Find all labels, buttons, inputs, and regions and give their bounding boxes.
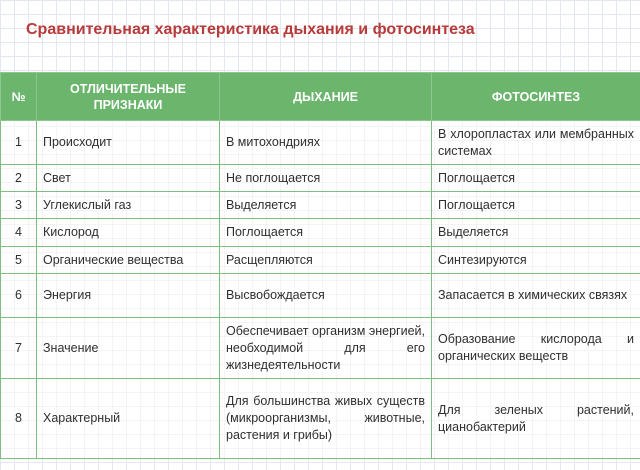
photosynthesis-cell: Поглощается <box>432 165 640 192</box>
table-row <box>1 318 640 379</box>
feature-cell: Свет <box>37 165 220 192</box>
respiration-cell: Не поглощается <box>220 165 432 192</box>
feature-cell: Органические вещества <box>37 247 220 274</box>
respiration-cell: В митохондриях <box>220 121 432 165</box>
table-row <box>1 121 640 165</box>
photosynthesis-cell: В хлоропластах или мембранных системах <box>432 121 640 165</box>
photosynthesis-cell: Для зеленых растений, цианобактерий <box>432 379 640 459</box>
feature-cell: Энергия <box>37 274 220 318</box>
page-title: Сравнительная характеристика дыхания и фотосинтеза <box>26 21 475 38</box>
header-features: ОТЛИЧИТЕЛЬНЫЕ ПРИЗНАКИ <box>37 73 220 121</box>
feature-cell: Кислород <box>37 219 220 247</box>
row-number: 6 <box>1 274 37 318</box>
respiration-cell: Выделяется <box>220 192 432 219</box>
row-number: 8 <box>1 379 37 459</box>
header-respiration: ДЫХАНИЕ <box>220 73 432 121</box>
feature-cell: Значение <box>37 318 220 379</box>
feature-cell: Происходит <box>37 121 220 165</box>
row-number: 5 <box>1 247 37 274</box>
photosynthesis-cell: Синтезируются <box>432 247 640 274</box>
row-number: 3 <box>1 192 37 219</box>
row-number: 4 <box>1 219 37 247</box>
table-row <box>1 219 640 247</box>
comparison-table <box>0 72 640 459</box>
respiration-cell: Расщепляются <box>220 247 432 274</box>
respiration-cell: Поглощается <box>220 219 432 247</box>
table-row <box>1 274 640 318</box>
header-photosynthesis: ФОТОСИНТЕЗ <box>432 73 640 121</box>
table-row <box>1 165 640 192</box>
photosynthesis-cell: Образование кислорода и органических веществ <box>432 318 640 379</box>
table-row <box>1 247 640 274</box>
feature-cell: Характерный <box>37 379 220 459</box>
row-number: 7 <box>1 318 37 379</box>
respiration-cell: Обеспечивает организм энергией, необходимой для его жизнедеятельности <box>220 318 432 379</box>
photosynthesis-cell: Запасается в химических связях <box>432 274 640 318</box>
table-row <box>1 192 640 219</box>
table-row <box>1 379 640 459</box>
row-number: 2 <box>1 165 37 192</box>
row-number: 1 <box>1 121 37 165</box>
photosynthesis-cell: Выделяется <box>432 219 640 247</box>
table-header-row <box>1 73 640 121</box>
photosynthesis-cell: Поглощается <box>432 192 640 219</box>
feature-cell: Углекислый газ <box>37 192 220 219</box>
respiration-cell: Высвобождается <box>220 274 432 318</box>
respiration-cell: Для большинства живых существ (микроорганизмы, животные, растения и грибы) <box>220 379 432 459</box>
header-number: № <box>1 73 37 121</box>
